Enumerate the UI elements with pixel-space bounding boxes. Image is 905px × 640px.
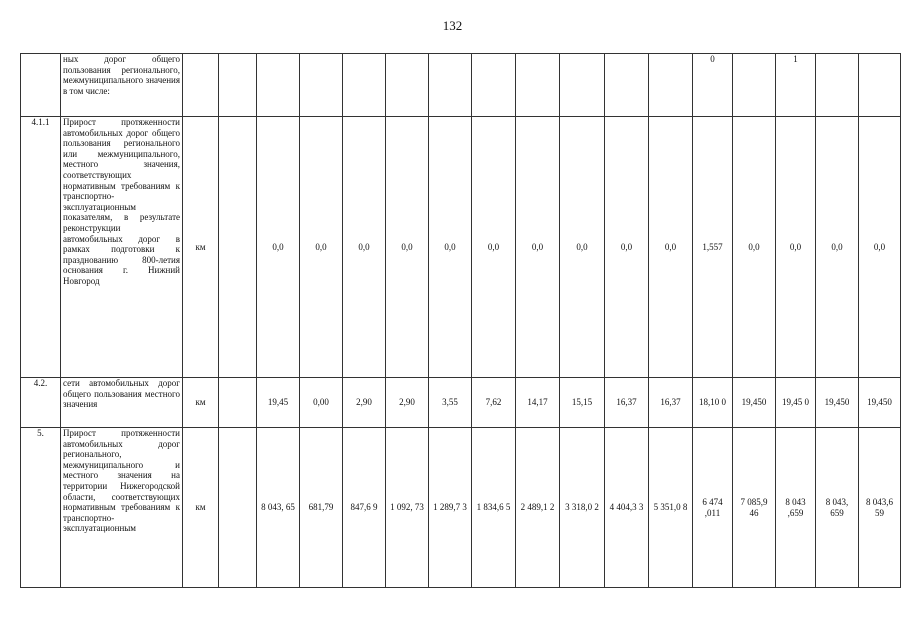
value-cell (776, 378, 816, 428)
value-cell: 0,0 (516, 117, 560, 378)
empty-cell (219, 428, 257, 588)
value-cell: 19,450 (733, 378, 776, 428)
row-description: сети автомобильных дорог общего пользования местного значения (61, 378, 183, 428)
value-cell (257, 54, 300, 117)
value-cell: 0,0 (649, 117, 693, 378)
row-number: 5. (21, 428, 61, 588)
value-cell: 7 085,9 46 (733, 428, 776, 588)
value-cell: 19,450 (816, 378, 859, 428)
value-cell (605, 54, 649, 117)
value-cell (472, 54, 516, 117)
value-cell: 847,6 9 (343, 428, 386, 588)
value-cell (343, 54, 386, 117)
value-cell: 19,45 (257, 378, 300, 428)
value-cell: 0,0 (733, 117, 776, 378)
value-cell: 8 043, 65 (257, 428, 300, 588)
value-cell: 1 289,7 3 (429, 428, 472, 588)
value-cell: 8 043,6 59 (859, 428, 901, 588)
value-cell: 0,0 (386, 117, 429, 378)
row-unit: км (183, 117, 219, 378)
value-cell (733, 54, 776, 117)
row-description: ных дорог общего пользования регионального, межмуниципального значения в том числе: (61, 54, 183, 117)
value-cell (816, 54, 859, 117)
value-text: 18,10 0 (699, 397, 726, 408)
value-cell: 0,0 (816, 117, 859, 378)
data-table (20, 53, 901, 588)
value-cell (859, 54, 901, 117)
value-cell: 0,0 (776, 117, 816, 378)
value-cell: 0,0 (429, 117, 472, 378)
value-cell: 681,79 (300, 428, 343, 588)
row-unit: км (183, 428, 219, 588)
value-cell: 5 351,0 8 (649, 428, 693, 588)
row-number (21, 54, 61, 117)
page-number: 132 (442, 18, 463, 33)
value-cell: 1,557 (693, 117, 733, 378)
value-cell: 0,0 (300, 117, 343, 378)
value-cell: 2,90 (386, 378, 429, 428)
value-cell: 8 043, 659 (816, 428, 859, 588)
value-cell: 0,00 (300, 378, 343, 428)
value-cell: 3,55 (429, 378, 472, 428)
value-cell: 0,0 (472, 117, 516, 378)
value-cell: 1 834,6 5 (472, 428, 516, 588)
value-cell: 0,0 (605, 117, 649, 378)
value-cell (386, 54, 429, 117)
row-number: 4.1.1 (21, 117, 61, 378)
value-cell (219, 54, 257, 117)
value-cell: 3 318,0 2 (560, 428, 605, 588)
value-cell: 0,0 (257, 117, 300, 378)
value-cell: 4 404,3 3 (605, 428, 649, 588)
row-description: Прирост протяженности автомобильных дорог общего пользования регионального или межмуниципального, местного значения, соответствующих нормативным требованиям к транспортно-эксплуатационным показателям, в результате реконструкции автомобильных дорог в рамках подготовки к празднованию 800-летия основания г. Нижний Новгород (61, 117, 183, 378)
row-number: 4.2. (21, 378, 61, 428)
value-cell: 7,62 (472, 378, 516, 428)
value-text: 19,45 0 (782, 397, 809, 408)
row-description: Прирост протяженности автомобильных дорог регионального, межмуниципального и местного значения на территории Нижегородской области, соответствующих нормативным требованиям к транспортно-эксплуатационным (61, 428, 183, 588)
value-cell (560, 54, 605, 117)
value-cell (516, 54, 560, 117)
value-cell: 6 474 ,011 (693, 428, 733, 588)
value-cell: 15,15 (560, 378, 605, 428)
value-cell: 1 (776, 54, 816, 117)
value-cell: 19,450 (859, 378, 901, 428)
row-unit: км (183, 378, 219, 428)
value-cell (649, 54, 693, 117)
value-cell: 16,37 (605, 378, 649, 428)
table-row (21, 378, 901, 428)
empty-cell (219, 378, 257, 428)
value-cell: 16,37 (649, 378, 693, 428)
value-cell: 2,90 (343, 378, 386, 428)
row-unit (183, 54, 219, 117)
value-cell: 0,0 (343, 117, 386, 378)
value-cell: 2 489,1 2 (516, 428, 560, 588)
value-cell (300, 54, 343, 117)
table-row (21, 428, 901, 588)
value-cell (429, 54, 472, 117)
table-row (21, 117, 901, 378)
value-cell: 8 043 ,659 (776, 428, 816, 588)
value-cell: 0 (693, 54, 733, 117)
value-cell: 14,17 (516, 378, 560, 428)
value-cell: 0,0 (859, 117, 901, 378)
value-cell (693, 378, 733, 428)
empty-cell (219, 117, 257, 378)
value-cell: 0,0 (560, 117, 605, 378)
value-cell: 1 092, 73 (386, 428, 429, 588)
table-row (21, 54, 901, 117)
